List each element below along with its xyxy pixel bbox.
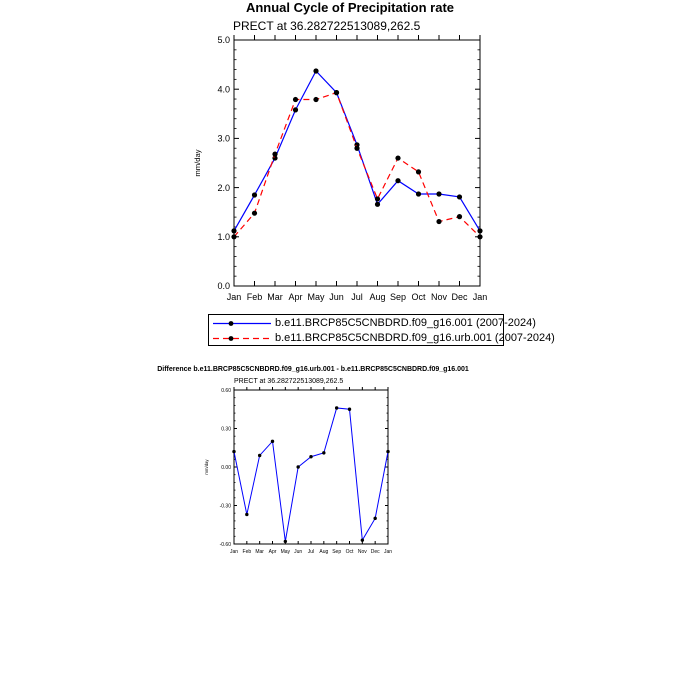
data-point: [313, 97, 318, 102]
data-point: [252, 211, 257, 216]
x-tick-label: Dec: [370, 549, 380, 555]
data-point: [373, 517, 376, 520]
data-point: [293, 97, 298, 102]
difference-chart-subtitle: PRECT at 36.282722513089,262.5: [234, 378, 344, 385]
data-point: [457, 214, 462, 219]
y-tick-label: 2.0: [217, 182, 230, 193]
x-tick-label: Oct: [345, 549, 354, 555]
series-line-1: [234, 408, 388, 541]
legend-swatch-series-2: [211, 331, 275, 346]
y-axis-label: mm/day: [204, 459, 209, 475]
legend-label-series-1: b.e11.BRCP85C5CNBDRD.f09_g16.001 (2007-2024): [275, 317, 536, 329]
legend-swatch-series-1: [211, 316, 275, 331]
data-point: [258, 454, 261, 457]
data-point: [284, 540, 287, 543]
data-point: [245, 513, 248, 516]
x-tick-label: Oct: [411, 292, 426, 302]
data-point: [386, 450, 389, 453]
legend: [208, 314, 555, 346]
data-point: [416, 191, 421, 196]
data-point: [296, 465, 299, 468]
x-tick-label: Aug: [319, 549, 329, 555]
x-tick-label: Sep: [332, 549, 342, 555]
data-point: [231, 228, 236, 233]
x-tick-label: May: [307, 292, 325, 302]
difference-chart-title: Difference b.e11.BRCP85C5CNBDRD.f09_g16.urb.001 - b.e11.BRCP85C5CNBDRD.f09_g16.001: [157, 366, 469, 373]
x-tick-label: Dec: [451, 292, 468, 302]
y-tick-label: 3.0: [217, 133, 230, 144]
data-point: [436, 219, 441, 224]
x-tick-label: Jan: [472, 292, 488, 302]
x-tick-label: Apr: [288, 292, 303, 302]
data-point: [293, 107, 298, 112]
data-point: [231, 234, 236, 239]
legend-item-series-1: [209, 316, 536, 331]
data-point: [322, 451, 325, 454]
x-tick-label: Mar: [255, 549, 264, 555]
data-point: [395, 178, 400, 183]
x-tick-label: Jan: [226, 292, 242, 302]
data-point: [271, 440, 274, 443]
data-point: [354, 146, 359, 151]
data-point: [313, 68, 318, 73]
x-tick-label: Feb: [246, 292, 263, 302]
y-tick-label: -0.30: [219, 503, 231, 510]
chart-1: [193, 35, 487, 302]
data-point: [361, 538, 364, 541]
y-tick-label: 4.0: [217, 84, 230, 95]
chart-title: Annual Cycle of Precipitation rate: [245, 0, 455, 15]
y-tick-label: 0.30: [221, 426, 231, 433]
data-point: [395, 155, 400, 160]
series-line-1: [234, 71, 480, 231]
y-tick-label: -0.60: [219, 541, 231, 548]
data-point: [477, 228, 482, 233]
chart-subtitle: PRECT at 36.282722513089,262.5: [233, 19, 421, 33]
y-tick-label: 5.0: [217, 35, 230, 46]
data-point: [252, 192, 257, 197]
x-tick-label: Jul: [307, 549, 315, 555]
data-point: [375, 196, 380, 201]
x-tick-label: Jul: [351, 292, 363, 302]
legend-item-series-2: [209, 331, 555, 346]
y-axis-label: mm/day: [193, 149, 202, 177]
x-tick-label: Apr: [268, 549, 277, 555]
y-tick-label: 0.60: [221, 387, 231, 394]
plot-frame: [234, 40, 480, 286]
x-tick-label: Jan: [383, 549, 393, 555]
data-point: [334, 90, 339, 95]
x-tick-label: Jan: [229, 549, 239, 555]
data-point: [272, 152, 277, 157]
x-tick-label: Jun: [294, 549, 303, 555]
data-point: [375, 202, 380, 207]
data-point: [477, 234, 482, 239]
data-point: [416, 169, 421, 174]
x-tick-label: May: [280, 549, 291, 555]
x-tick-label: Feb: [242, 549, 252, 555]
data-point: [309, 455, 312, 458]
x-tick-label: Nov: [430, 292, 448, 302]
x-tick-label: Aug: [369, 292, 386, 302]
x-tick-label: Jun: [329, 292, 344, 302]
series-line-2: [234, 93, 480, 237]
chart-2: [204, 387, 392, 555]
y-tick-label: 1.0: [217, 231, 230, 242]
data-point: [436, 191, 441, 196]
x-tick-label: Nov: [357, 549, 367, 555]
data-point: [232, 450, 235, 453]
legend-label-series-2: b.e11.BRCP85C5CNBDRD.f09_g16.urb.001 (2007-2024): [275, 332, 555, 344]
data-point: [457, 194, 462, 199]
x-tick-label: Mar: [267, 292, 283, 302]
data-point: [348, 408, 351, 411]
x-tick-label: Sep: [389, 292, 407, 302]
data-point: [335, 406, 338, 409]
y-tick-label: 0.0: [217, 281, 230, 292]
y-tick-label: 0.00: [221, 464, 231, 471]
